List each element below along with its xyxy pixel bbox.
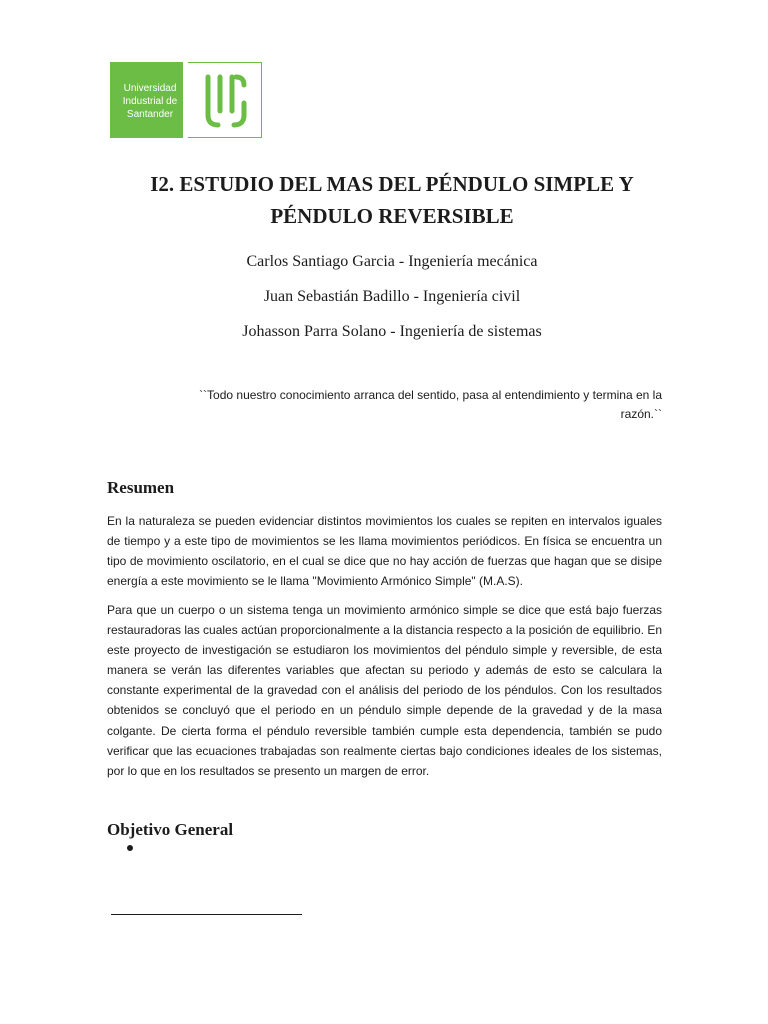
epigraph-quote: ``Todo nuestro conocimiento arranca del sentido, pasa al entendimiento y termina en la razón.`` bbox=[199, 388, 662, 421]
author-2: Juan Sebastián Badillo - Ingeniería civil bbox=[263, 288, 521, 305]
logo-green-panel bbox=[110, 62, 183, 138]
logo-text: Universidad Industrial de Santander bbox=[122, 83, 178, 120]
university-logo bbox=[110, 62, 262, 138]
abstract-paragraph-1: En la naturaleza se pueden evidenciar distintos movimientos los cuales se repiten en intervalos iguales de tiempo y a este tipo de movimientos se les llama movimientos periódicos. En física se encuentra un tipo de movimiento oscilatorio, en el cual se dice que no hay acción de fuerzas que hagan que se disipe energía a este movimiento se le llama "Movimiento Armónico Simple" (M.A.S). bbox=[107, 514, 662, 589]
abstract-heading: Resumen bbox=[107, 478, 175, 497]
author-1: Carlos Santiago Garcia - Ingeniería mecánica bbox=[246, 253, 538, 270]
bullet-point bbox=[127, 845, 133, 851]
footnote-separator bbox=[111, 914, 302, 915]
paper-title: I2. ESTUDIO DEL MAS DEL PÉNDULO SIMPLE Y PÉNDULO REVERSIBLE bbox=[150, 172, 634, 228]
objective-heading: Objetivo General bbox=[107, 820, 234, 839]
author-3: Johasson Parra Solano - Ingeniería de sistemas bbox=[242, 323, 542, 340]
uis-emblem-icon bbox=[188, 62, 262, 138]
abstract-paragraph-2: Para que un cuerpo o un sistema tenga un movimiento armónico simple se dice que está bajo fuerzas restauradoras las cuales actúan proporcionalmente a la distancia respecto a la posición de equilibrio. En este proyecto de investigación se estudiaron los movimientos del péndulo simple y reversible, de esta manera se verán las diferentes variables que afectan su periodo y además de esto se calculara la constante experimental de la gravedad con el análisis del periodo de los péndulos. Con los resultados obtenidos se concluyó que el periodo en un péndulo simple depende de la gravedad y de la masa colgante. De cierta forma el péndulo reversible también cumple esta dependencia, también se pudo verificar que las ecuaciones trabajadas son realmente ciertas bajo condiciones ideales de los sistemas, por lo que en los resultados se presento un margen de error. bbox=[107, 603, 662, 778]
